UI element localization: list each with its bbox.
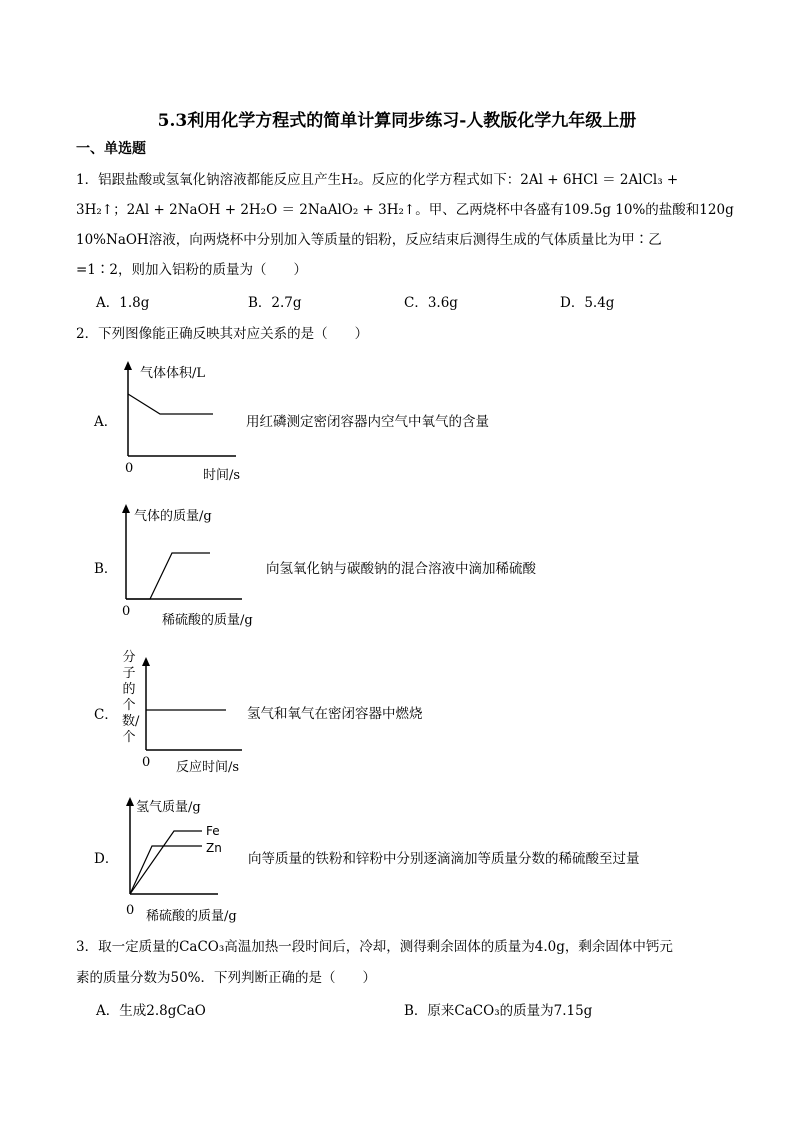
page-title: 5.3利用化学方程式的简单计算同步练习-人教版化学九年级上册 xyxy=(157,111,637,131)
q3-line-2: 素的质量分数为50%．下列判断正确的是（ ） xyxy=(76,970,377,986)
graph-d-fe-curve xyxy=(130,831,202,894)
graph-a-ylabel: 气体体积/L xyxy=(140,366,206,381)
q1-line-4: =1∶2，则加入铝粉的质量为（ ） xyxy=(76,262,307,278)
graph-d-origin: 0 xyxy=(126,903,135,918)
graph-b-xlabel: 稀硫酸的质量/g xyxy=(162,613,253,628)
graph-c-ylabel: 分子的个数/个 xyxy=(122,650,140,745)
q2-stem: 2．下列图像能正确反映其对应关系的是（ ） xyxy=(76,326,369,342)
graph-d-xlabel: 稀硫酸的质量/g xyxy=(146,909,237,924)
q2-option-a-letter[interactable]: A． xyxy=(94,414,118,430)
q2-option-b-letter[interactable]: B． xyxy=(94,561,118,577)
q2-option-d-letter[interactable]: D． xyxy=(94,851,119,867)
q1-line-3: 10%NaOH溶液，向两烧杯中分别加入等质量的铝粉，反应结束后测得生成的气体质量比为甲∶乙 xyxy=(76,232,662,248)
graph-d-ylabel: 氢气质量/g xyxy=(136,800,201,815)
q2-option-a-desc: 用红磷测定密闭容器内空气中氧气的含量 xyxy=(246,414,489,430)
graph-c xyxy=(136,656,246,754)
graph-d-y-arrow xyxy=(126,797,134,806)
graph-b-y-arrow xyxy=(122,504,130,513)
graph-d-zn-label: Zn xyxy=(206,841,222,855)
graph-a-curve xyxy=(128,394,213,414)
graph-a xyxy=(118,360,238,460)
q3-option-a[interactable]: A．生成2.8gCaO xyxy=(96,1003,206,1019)
graph-b-origin: 0 xyxy=(122,604,131,619)
q1-option-a[interactable]: A．1.8g xyxy=(96,295,150,311)
q1-line-1: 1．铝跟盐酸或氢氧化钠溶液都能反应且产生H₂。反应的化学方程式如下：2Al + 6HCl ＝ 2AlCl₃ + xyxy=(76,172,679,188)
graph-a-xlabel: 时间/s xyxy=(203,468,241,483)
graph-d-fe-label: Fe xyxy=(206,824,220,838)
graph-b xyxy=(116,503,246,603)
graph-a-y-arrow xyxy=(124,361,132,370)
section-heading: 一、单选题 xyxy=(76,141,146,157)
graph-a-origin: 0 xyxy=(125,461,134,476)
graph-c-origin: 0 xyxy=(142,755,151,770)
graph-d xyxy=(120,796,220,898)
graph-d-zn-curve xyxy=(130,846,202,894)
graph-c-xlabel: 反应时间/s xyxy=(176,760,240,775)
q2-option-c-desc: 氢气和氧气在密闭容器中燃烧 xyxy=(247,706,423,722)
q1-option-c[interactable]: C．3.6g xyxy=(404,295,458,311)
q2-option-c-letter[interactable]: C． xyxy=(94,707,118,723)
q3-option-b[interactable]: B．原来CaCO₃的质量为7.15g xyxy=(404,1003,593,1019)
graph-b-ylabel: 气体的质量/g xyxy=(134,509,212,524)
q2-option-b-desc: 向氢氧化钠与碳酸钠的混合溶液中滴加稀硫酸 xyxy=(266,561,536,577)
graph-b-curve xyxy=(126,553,210,599)
q1-option-d[interactable]: D．5.4g xyxy=(560,295,615,311)
q1-option-b[interactable]: B．2.7g xyxy=(248,295,302,311)
q1-line-2: 3H₂↑；2Al + 2NaOH + 2H₂O ＝ 2NaAlO₂ + 3H₂↑。甲、乙两烧杯中各盛有109.5g 10%的盐酸和120g xyxy=(76,202,734,218)
q2-option-d-desc: 向等质量的铁粉和锌粉中分别逐滴滴加等质量分数的稀硫酸至过量 xyxy=(248,851,640,867)
graph-c-y-arrow xyxy=(142,657,150,666)
q3-line-1: 3．取一定质量的CaCO₃高温加热一段时间后，冷却，测得剩余固体的质量为4.0g，剩余固体中钙元 xyxy=(76,939,673,955)
